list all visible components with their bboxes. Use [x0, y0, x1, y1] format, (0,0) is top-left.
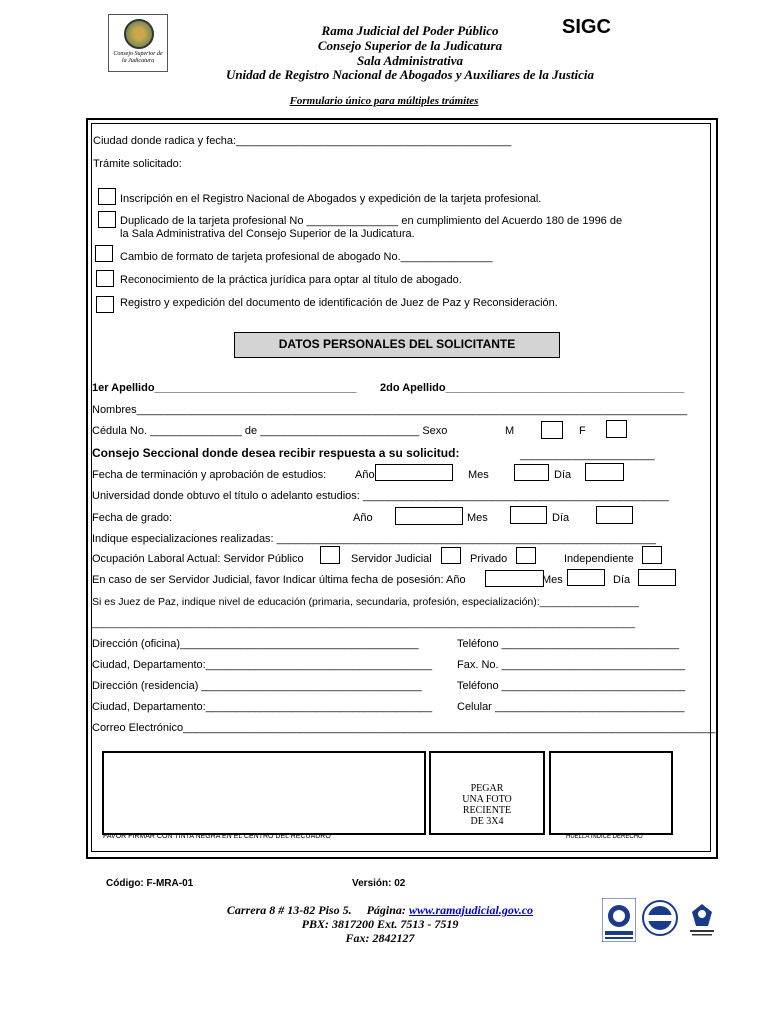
option-inscripcion-label: Inscripción en el Registro Nacional de Abogados y expedición de la tarjeta profesional.: [120, 193, 542, 205]
website-link[interactable]: www.ramajudicial.gov.co: [408, 903, 534, 917]
sexo-m-checkbox[interactable]: [541, 421, 563, 439]
option-cambio-formato-checkbox[interactable]: [95, 245, 113, 262]
posesion-dia-input[interactable]: [638, 569, 676, 586]
footer-address: Carrera 8 # 13-82 Piso 5.: [226, 903, 352, 917]
servidor-publico-checkbox[interactable]: [320, 546, 340, 564]
fecha-terminacion-dia-label: Día: [554, 469, 572, 481]
independiente-checkbox[interactable]: [642, 546, 662, 564]
independiente-label: Independiente: [564, 553, 634, 565]
footer-pbx: PBX: 3817200 Ext. 7513 - 7519: [301, 917, 459, 931]
icontec-icon: [602, 898, 636, 942]
juez-paz-educacion-line[interactable]: _____________________________________________________________________________________________: [92, 617, 636, 629]
sexo-m-label: M: [505, 425, 515, 437]
option-inscripcion-checkbox[interactable]: [98, 188, 116, 205]
cedula-field[interactable]: Cédula No. _______________ de __________________________ Sexo: [92, 425, 448, 437]
option-juez-paz-checkbox[interactable]: [96, 296, 114, 313]
celular-field[interactable]: Celular _______________________________: [457, 701, 685, 713]
apellido1-field[interactable]: 1er Apellido_________________________________: [92, 382, 357, 394]
footer-pagina-label: Página:: [366, 903, 406, 917]
header-line-2: Consejo Superior de la Judicatura: [317, 38, 503, 53]
tramite-label: Trámite solicitado:: [93, 158, 182, 170]
privado-checkbox[interactable]: [516, 547, 536, 564]
telefono-oficina-field[interactable]: Teléfono _____________________________: [457, 638, 680, 650]
posesion-dia-label: Día: [613, 574, 631, 586]
header-line-1: Rama Judicial del Poder Público: [321, 23, 499, 38]
telefono-residencia-field[interactable]: Teléfono ______________________________: [457, 680, 686, 692]
sexo-f-label: F: [579, 425, 586, 437]
posesion-anio-input[interactable]: [485, 570, 544, 587]
header-line-4: Unidad de Registro Nacional de Abogados y Auxiliares de la Justicia: [225, 67, 595, 82]
fecha-terminacion-label: Fecha de terminación y aprobación de estudios:: [92, 469, 327, 481]
signature-box[interactable]: [102, 751, 426, 835]
juez-paz-educacion-field[interactable]: Si es Juez de Paz, indique nivel de educación (primaria, secundaria, profesión, especialización):_________________: [92, 596, 639, 608]
footer-fax: Fax: 2842127: [345, 931, 415, 945]
fecha-terminacion-mes-label: Mes: [468, 469, 489, 481]
fecha-grado-label: Fecha de grado:: [92, 512, 173, 524]
posesion-mes-input[interactable]: [567, 569, 605, 586]
especializaciones-field[interactable]: Indique especializaciones realizadas: ______________________________________________________________: [92, 533, 656, 545]
fecha-grado-dia-label: Día: [552, 512, 570, 524]
government-emblem-logo: [684, 898, 720, 940]
fecha-terminacion-mes-input[interactable]: [514, 464, 549, 481]
ciudad-departamento-residencia-field[interactable]: Ciudad, Departamento:_____________________________________: [92, 701, 433, 713]
option-duplicado-cont: la Sala Administrativa del Consejo Superior de la Judicatura.: [120, 228, 415, 240]
nombres-field[interactable]: Nombres__________________________________________________________________________________________: [92, 404, 688, 416]
ciudad-fecha-field[interactable]: Ciudad donde radica y fecha:_____________________________________________: [93, 135, 512, 147]
ocupacion-label: Ocupación Laboral Actual: Servidor Público: [92, 553, 304, 565]
apellido2-field[interactable]: 2do Apellido_______________________________________: [380, 382, 685, 394]
consejo-seccional-field[interactable]: ______________________: [520, 449, 655, 461]
fecha-grado-dia-input[interactable]: [596, 506, 633, 524]
signature-note: FAVOR FIRMAR CON TINTA NEGRA EN EL CENTRO DEL RECUADRO: [103, 833, 331, 840]
fecha-grado-mes-input[interactable]: [510, 506, 547, 524]
servidor-judicial-checkbox[interactable]: [441, 547, 461, 564]
fecha-grado-mes-label: Mes: [467, 512, 488, 524]
photo-instructions: PEGAR UNA FOTO RECIENTE DE 3X4: [462, 783, 512, 827]
footer-address-line: [160, 903, 600, 917]
option-juez-paz-label: Registro y expedición del documento de identificación de Juez de Paz y Reconsideración.: [120, 297, 558, 309]
fingerprint-box[interactable]: [549, 751, 673, 835]
direccion-oficina-field[interactable]: Dirección (oficina)_______________________________________: [92, 638, 419, 650]
form-version: Versión: 02: [352, 878, 406, 889]
fingerprint-note: HUELLA INDICE DERECHO: [566, 834, 643, 840]
posesion-label: En caso de ser Servidor Judicial, favor Indicar última fecha de posesión: Año: [92, 574, 466, 586]
privado-label: Privado: [470, 553, 508, 565]
fecha-terminacion-anio-input[interactable]: [375, 464, 453, 481]
header-line-3: Sala Administrativa: [356, 53, 464, 68]
section-datos-personales: DATOS PERSONALES DEL SOLICITANTE: [234, 332, 560, 358]
option-reconocimiento-checkbox[interactable]: [96, 270, 114, 287]
seal-caption: Consejo Superior de la Judicatura: [113, 51, 163, 64]
option-duplicado-label: Duplicado de la tarjeta profesional No _______________ en cumplimiento del Acuerdo 180 de 1996 de: [120, 215, 623, 227]
emblem-icon: [684, 898, 720, 942]
posesion-mes-label: Mes: [542, 574, 563, 586]
universidad-field[interactable]: Universidad donde obtuvo el título o adelanto estudios: __________________________________________________: [92, 490, 669, 502]
correo-electronico-field[interactable]: Correo Electrónico_______________________________________________________________________________________: [92, 722, 716, 734]
option-cambio-formato-label: Cambio de formato de tarjeta profesional de abogado No._______________: [120, 251, 493, 263]
fecha-terminacion-anio-label: Año: [355, 469, 375, 481]
iqnet-icon: [640, 898, 680, 942]
consejo-seccional-label: Consejo Seccional donde desea recibir respuesta a su solicitud:: [92, 446, 460, 460]
sexo-f-checkbox[interactable]: [606, 420, 627, 438]
form-code: Código: F-MRA-01: [106, 878, 194, 889]
servidor-judicial-label: Servidor Judicial: [351, 553, 432, 565]
direccion-residencia-field[interactable]: Dirección (residencia) ____________________________________: [92, 680, 422, 692]
option-reconocimiento-label: Reconocimiento de la práctica jurídica para optar al título de abogado.: [120, 274, 462, 286]
photo-box[interactable]: [429, 751, 545, 835]
icontec-certification-logo: [602, 898, 636, 940]
form-title: Formulario único para múltiples trámites: [289, 95, 479, 107]
fax-field[interactable]: Fax. No. ______________________________: [457, 659, 686, 671]
fecha-grado-anio-input[interactable]: [395, 507, 463, 525]
iqnet-certification-logo: [640, 898, 680, 940]
ciudad-departamento-oficina-field[interactable]: Ciudad, Departamento:_____________________________________: [92, 659, 433, 671]
fecha-grado-anio-label: Año: [353, 512, 373, 524]
system-name: SIGC: [562, 16, 611, 38]
option-duplicado-checkbox[interactable]: [98, 211, 116, 228]
fecha-terminacion-dia-input[interactable]: [585, 463, 624, 481]
